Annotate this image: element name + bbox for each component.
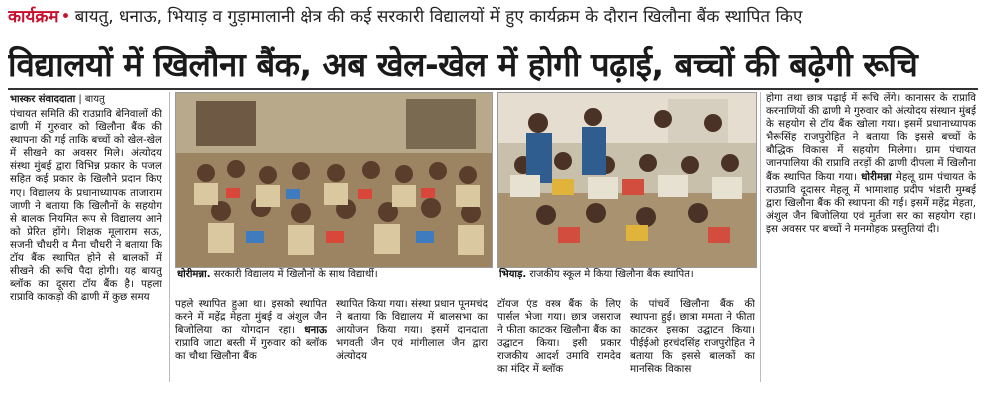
column-divider [760, 92, 761, 382]
photo-right-caption-place: भियाड़. [499, 269, 527, 280]
headline-rule [8, 88, 978, 90]
photo-students-with-toys [175, 92, 493, 268]
article-column-6 [766, 92, 976, 384]
headline: विद्यालयों में खिलौना बैंक, अब खेल-खेल में होगी पढ़ाई, बच्चों की बढ़ेगी रूचि [8, 45, 918, 84]
kicker-label: कार्यक्रम [8, 7, 59, 27]
photo-illustration [498, 93, 756, 267]
column-divider [169, 92, 170, 382]
photo-left-caption [177, 268, 489, 282]
column-2-text: पहले स्थापित हुआ था। इसको स्थापित करने में महेंद्र मेहता मुंबई व अंशुल जैन बिजोलिया का योगदान रहा। [175, 298, 327, 337]
column-3-text: स्थापित किया गया। संस्था प्रधान पूनमचंद ने बताया कि विद्यालय में बालसभा का आयोजन किया गया। इसमें दानदाता भगवती जैन एवं मांगीलाल जैन द्वारा अंत्योदय [336, 298, 488, 363]
kicker-text: बायतु, धनाऊ, भियाड़ व गुड़ामालानी क्षेत्र की कई सरकारी विद्यालयों में हुए कार्यक्रम के दौरान खिलौना बैंक स्थापित किए [74, 7, 803, 27]
photo-toy-bank-inauguration [497, 92, 757, 268]
byline: भास्कर संवाददाता | बायतु [10, 94, 105, 105]
column-6-rest: मेहलू ग्राम पंचायत के राउप्रावि दूदासर मेहलू में भामाशाह प्रदीप भंडारी मुम्बई द्वारा खिलौना बैंक की स्थापना की गई। इसमें महेंद्र मेहता, अंशुल जैन बिजोलिया एवं मुर्तजा सर का सहयोग रहा। इस अवसर पर बच्चों ने मनमोहक प्रस्तुतियां दी। [766, 170, 976, 235]
photo-right-caption [499, 268, 753, 282]
column-2-rest: राप्रावि जाटा बस्ती में गुरुवार को ब्लॉक का चौथा खिलौना बैंक [175, 337, 327, 363]
photo-left-caption-text: सरकारी विद्यालय में खिलौनों के साथ विद्यार्थी। [213, 269, 378, 280]
article-column-5 [630, 298, 755, 382]
article-column-1 [10, 108, 162, 378]
photo-right-caption-text: राजकीय स्कूल मे किया खिलौना बैंक स्थापित। [529, 269, 694, 280]
article-column-2 [175, 298, 327, 382]
byline-place: बायतु [84, 94, 105, 105]
column-6-text: होगा तथा छात्र पढ़ाई में रूचि लेंगे। कानासर के राप्रावि करनाणियों की ढाणी मे गुरुवार को अंत्योदय संस्थान मुंबई के सहयोग से टॉय बैंक खोला गया। इसमें प्रधानाध्यापक भैरूसिंह राजपुरोहित ने बताया कि इससे बच्चों के बौद्धिक विकास में सहयोग मिलेगा। ग्राम पंचायत जानपालिया की राप्रावि तरड़ों की ढाणी दीपला में खिलौना बैंक स्थापित किया गया। [766, 92, 976, 183]
column-5-text: के पांचवें खिलौना बैंक की स्थापना हुई। छात्रा ममता ने फीता काटकर इसका उद्घाटन किया। पीईईओ हरचंदसिंह राजपुरोहित ने बताया कि इससे बालकों का मानसिक विकास [630, 298, 755, 376]
photo-left-caption-place: धोरीमन्ना. [177, 269, 211, 280]
kicker-line [8, 4, 978, 30]
byline-source: भास्कर संवाददाता [10, 94, 76, 105]
bullet-icon: • [60, 7, 71, 27]
column-2-place: धनाऊ [304, 324, 327, 337]
column-6-place: धोरीमन्ना [861, 170, 892, 183]
article-column-4 [497, 298, 621, 382]
photo-illustration [176, 93, 492, 267]
column-1-text: पंचायत समिति की राउप्रावि बेनिवालों की ढाणी में गुरुवार को खिलौना बैंक की स्थापना की गई ताकि बच्चों को खेल-खेल में सीखने का अवसर मिले। अंत्योदय संस्था मुंबई द्वारा विभिन्न प्रकार के पजल सहित कई प्रकार के खिलौने प्रदान किए गए। विद्यालय के प्रधानाध्यापक ताजाराम जाणी ने बताया कि खिलौनों के सहयोग से बालक नियमित रूप से विद्यालय आने को प्रेरित होंगे। शिक्षक मूलाराम सऊ, सजनी चौधरी व मैना चौधरी ने बताया कि टॉय बैंक स्थापित होने से बालकों में सीखने की रूचि पैदा होगी। यह बायतु ब्लॉक का दूसरा टॉय बैंक है। पहला राप्रावि काकड़ो की ढाणी में कुछ समय [10, 108, 162, 304]
column-4-text: टॉयज एंड वस्त्र बैंक के लिए पार्सल भेजा गया। छात्र जसराज ने फीता काटकर खिलौना बैंक का उद्घाटन किया। इसी प्रकार राजकीय आदर्श उमावि रामदेव का मंदिर में ब्लॉक [497, 298, 621, 376]
article-column-3 [336, 298, 488, 382]
